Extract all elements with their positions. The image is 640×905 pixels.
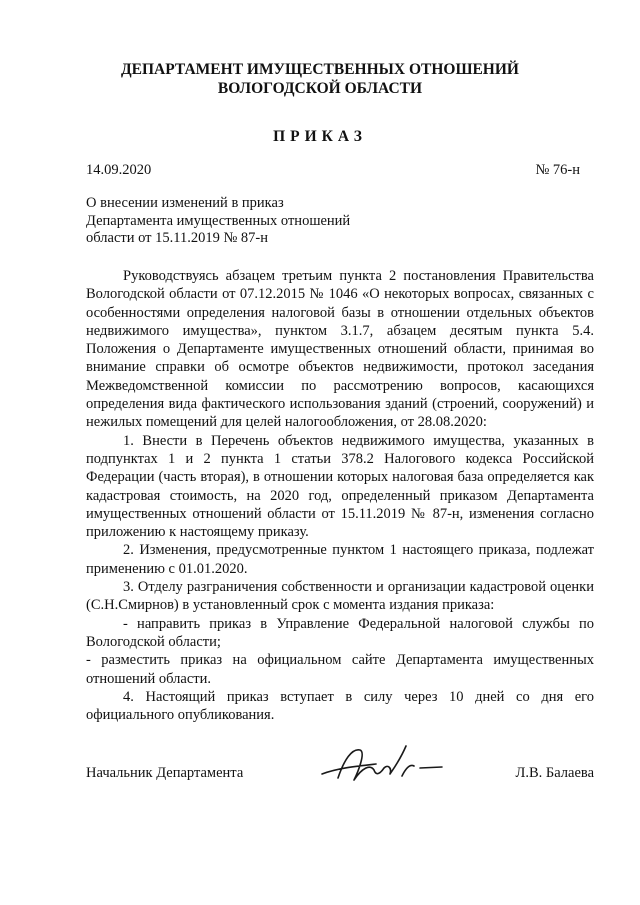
item-3-bullet-1: - направить приказ в Управление Федеральной налоговой службы по Вологодской области; — [86, 615, 594, 650]
department-header-line1: ДЕПАРТАМЕНТ ИМУЩЕСТВЕННЫХ ОТНОШЕНИЙ — [121, 61, 519, 78]
item-4-paragraph: 4. Настоящий приказ вступает в силу через 10 дней со дня его официального опубликования. — [86, 688, 594, 724]
item-2-paragraph: 2. Изменения, предусмотренные пунктом 1 настоящего приказа, подлежат применению с 01.01.2020. — [86, 542, 594, 577]
item-3-bullet-2: - разместить приказ на официальном сайте Департамента имущественных отношений области. — [86, 652, 594, 687]
department-header-line2: ВОЛОГОДСКОЙ ОБЛАСТИ — [217, 80, 423, 97]
item-3-paragraph: 3. Отделу разграничения собственности и организации кадастровой оценки (С.Н.Смирнов) в установленный срок с момента издания приказа: — [86, 579, 594, 614]
subject-line: области от 15.11.2019 № 87-н — [86, 230, 269, 246]
signatory-position: Начальник Департамента — [86, 765, 244, 781]
order-date: 14.09.2020 — [86, 162, 152, 178]
subject-line: О внесении изменений в приказ — [86, 195, 284, 211]
handwritten-signature — [318, 738, 448, 788]
signatory-name: Л.В. Балаева — [515, 765, 594, 781]
item-1-paragraph: 1. Внести в Перечень объектов недвижимого имущества, указанных в подпунктах 1 и 2 пункта 1 статьи 378.2 Налогового кодекса Российской Федерации (часть вторая), в отношении которых налоговая база определяется как кадастровая стоимость, на 2020 год, определенный приказом Департамента имущественных отношений области от 15.11.2019 № 87-н, изменения согласно приложению к настоящему приказу. — [86, 432, 594, 541]
order-title: ПРИКАЗ — [273, 128, 367, 145]
order-body — [86, 267, 594, 724]
preamble-paragraph: Руководствуясь абзацем третьим пункта 2 постановления Правительства Вологодской области от 07.12.2015 № 1046 «О некоторых вопросах, связанных с особенностями определения налоговой базы в отношении отдельных объектов недвижимого имущества», пунктом 3.1.7, абзацем десятым пункта 5.4. Положения о Департаменте имущественных отношений области, принимая во внимание справки об осмотре объектов недвижимости, протокол заседания Межведомственной комиссии по рассмотрению вопросов, касающихся определения вида фактического использования зданий (строений, сооружений) и нежилых помещений для целей налогообложения, от 28.08.2020: — [86, 268, 594, 431]
subject-line: Департамента имущественных отношений — [86, 212, 351, 229]
order-subject — [86, 195, 416, 248]
department-header — [0, 60, 640, 98]
order-number: № 76-н — [535, 162, 580, 178]
